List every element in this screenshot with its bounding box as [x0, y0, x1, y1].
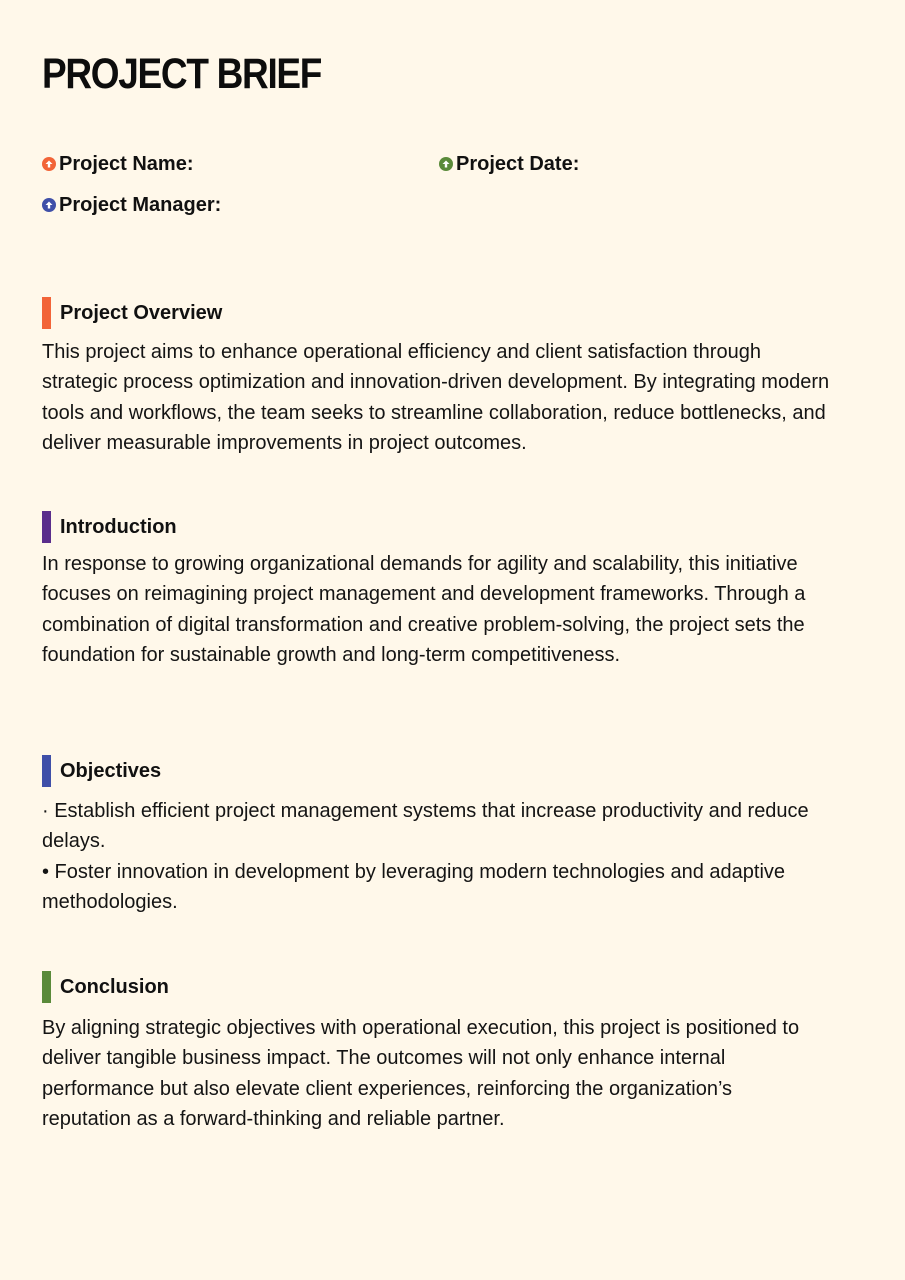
section-heading-introduction: [42, 511, 177, 543]
section-body-overview: [42, 337, 842, 459]
project-date-label: Project Date:: [456, 153, 580, 175]
project-manager-field: [42, 193, 221, 217]
paragraph: In response to growing organizational demands for agility and scalability, this initiative focuses on reimagining project management and development frameworks. Through a combination of digital transformation and creative problem-solving, the project sets the foundation for sustainable growth and long-term competitiveness.: [42, 553, 806, 667]
accent-bar: [42, 971, 51, 1003]
arrow-circle-icon: [42, 157, 56, 171]
accent-bar: [42, 511, 51, 543]
project-manager-label: Project Manager:: [59, 194, 222, 216]
project-name-label: Project Name:: [59, 153, 194, 175]
section-body-introduction: [42, 549, 842, 671]
arrow-circle-icon: [439, 157, 453, 171]
section-title: Objectives: [60, 760, 162, 782]
project-name-field: [42, 152, 194, 176]
paragraph: By aligning strategic objectives with operational execution, this project is positioned to deliver tangible business impact. The outcomes will not only enhance internal performance but also elevate client experiences, reinforcing the organization’s reputation as a forward-thinking and reliable partner.: [42, 1017, 800, 1131]
section-heading-conclusion: [42, 971, 169, 1003]
arrow-circle-icon: [42, 198, 56, 212]
section-title: Introduction: [60, 516, 177, 538]
accent-bar: [42, 755, 51, 787]
list-item: · Establish efficient project management systems that increase productivity and reduce delays.: [42, 800, 809, 853]
accent-bar: [42, 297, 51, 329]
page-title: PROJECT BRIEF: [42, 50, 322, 98]
list-item: • Foster innovation in development by leveraging modern technologies and adaptive methodologies.: [42, 860, 786, 914]
section-body-conclusion: [42, 1013, 802, 1135]
section-body-objectives: [42, 796, 842, 918]
section-heading-overview: [42, 297, 222, 329]
section-title: Project Overview: [60, 302, 223, 324]
section-heading-objectives: [42, 755, 161, 787]
section-title: Conclusion: [60, 976, 169, 998]
project-date-field: [439, 152, 579, 176]
paragraph: This project aims to enhance operational efficiency and client satisfaction through strategic process optimization and innovation-driven development. By integrating modern tools and workflows, the team seeks to streamline collaboration, reduce bottlenecks, and deliver measurable improvements in project outcomes.: [42, 341, 830, 455]
